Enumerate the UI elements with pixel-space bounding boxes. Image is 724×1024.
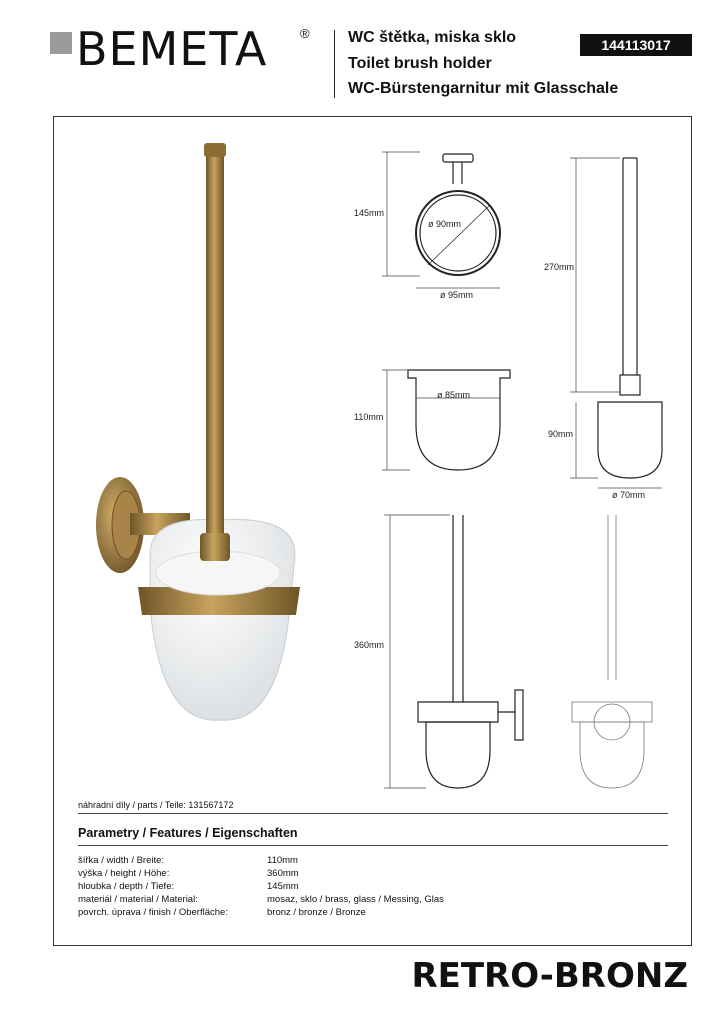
title-de: WC-Bürstengarnitur mit Glasschale	[348, 80, 619, 97]
brush-handle	[206, 147, 224, 542]
spec-label: výška / height / Höhe:	[78, 868, 170, 879]
product-code-badge: 144113017	[580, 34, 692, 56]
ring-outline	[416, 191, 500, 275]
spec-label: povrch. úprava / finish / Oberfläche:	[78, 907, 228, 918]
spec-value: bronz / bronze / Bronze	[267, 907, 366, 918]
spec-row-height	[78, 868, 299, 880]
spec-row-material	[78, 894, 444, 906]
brand-logo: BEMETA	[76, 22, 268, 76]
features-divider	[78, 845, 668, 846]
spec-row-width	[78, 855, 298, 867]
parts-divider	[78, 813, 668, 814]
registered-mark: ®	[300, 26, 310, 41]
logo-square	[50, 32, 72, 54]
title-cz: WC štětka, miska sklo	[348, 29, 517, 46]
header-divider	[334, 30, 335, 98]
spec-label: materiál / material / Material:	[78, 894, 198, 905]
technical-drawings	[340, 140, 690, 790]
cup-outline	[408, 370, 510, 470]
spec-value: mosaz, sklo / brass, glass / Messing, Glas	[267, 894, 444, 905]
assembled-side-outline	[572, 515, 652, 788]
product-photo	[90, 135, 320, 735]
brush-head-outline	[598, 402, 662, 478]
dim-total-height: 360mm	[354, 640, 385, 650]
spec-label: šířka / width / Breite:	[78, 855, 165, 866]
ring-mount	[443, 154, 473, 162]
spec-value: 110mm	[267, 855, 298, 866]
dim-holder-height: 145mm	[354, 208, 385, 218]
spec-row-depth	[78, 881, 299, 893]
spec-row-finish	[78, 907, 366, 919]
title-en: Toilet brush holder	[348, 55, 492, 72]
dim-cup-height: 110mm	[354, 412, 384, 422]
dim-head-height: 90mm	[548, 429, 574, 439]
spec-value: 145mm	[267, 881, 299, 892]
dim-ring-inner: ø 90mm	[428, 219, 462, 229]
dim-ring-outer: ø 95mm	[440, 290, 474, 300]
spare-parts: náhradní díly / parts / Teile: 131567172	[78, 800, 234, 810]
features-title: Parametry / Features / Eigenschaften	[78, 826, 298, 840]
dim-handle-length: 270mm	[544, 262, 575, 272]
dim-head-diameter: ø 70mm	[612, 490, 646, 500]
assembled-front-outline	[426, 722, 490, 788]
spec-label: hloubka / depth / Tiefe:	[78, 881, 175, 892]
spec-value: 360mm	[267, 868, 299, 879]
dim-cup-diameter: ø 85mm	[437, 390, 471, 400]
series-name: RETRO-BRONZ	[411, 956, 688, 996]
